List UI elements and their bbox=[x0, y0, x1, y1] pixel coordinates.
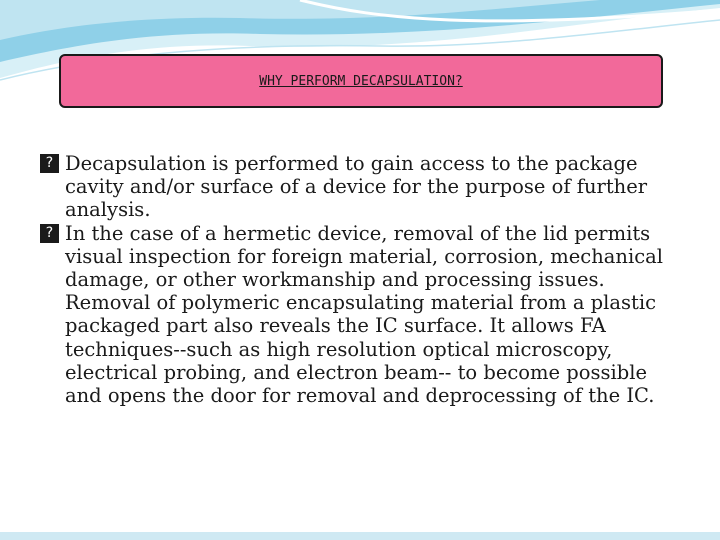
replacement-character-icon: ? bbox=[40, 154, 59, 173]
paragraph-1 bbox=[40, 152, 685, 222]
paragraph-2 bbox=[40, 222, 685, 408]
title-banner bbox=[59, 54, 663, 108]
slide-title: WHY PERFORM DECAPSULATION? bbox=[259, 74, 463, 89]
footer-decoration bbox=[0, 532, 720, 540]
paragraph-2-text: In the case of a hermetic device, removal of the lid permits visual inspection for foreign material, corrosion, mechanical damage, or other workmanship and processing issues. Removal of polymeric encapsulating material from a plastic packaged part also reveals the IC surface. It allows FA techniques--such as high resolution optical microscopy, electrical probing, and electron beam-- to become possible and opens the door for removal and deprocessing of the IC. bbox=[65, 221, 663, 408]
slide-body bbox=[40, 152, 685, 407]
replacement-character-icon: ? bbox=[40, 224, 59, 243]
paragraph-1-text: Decapsulation is performed to gain access to the package cavity and/or surface of a device for the purpose of further analysis. bbox=[65, 152, 648, 222]
